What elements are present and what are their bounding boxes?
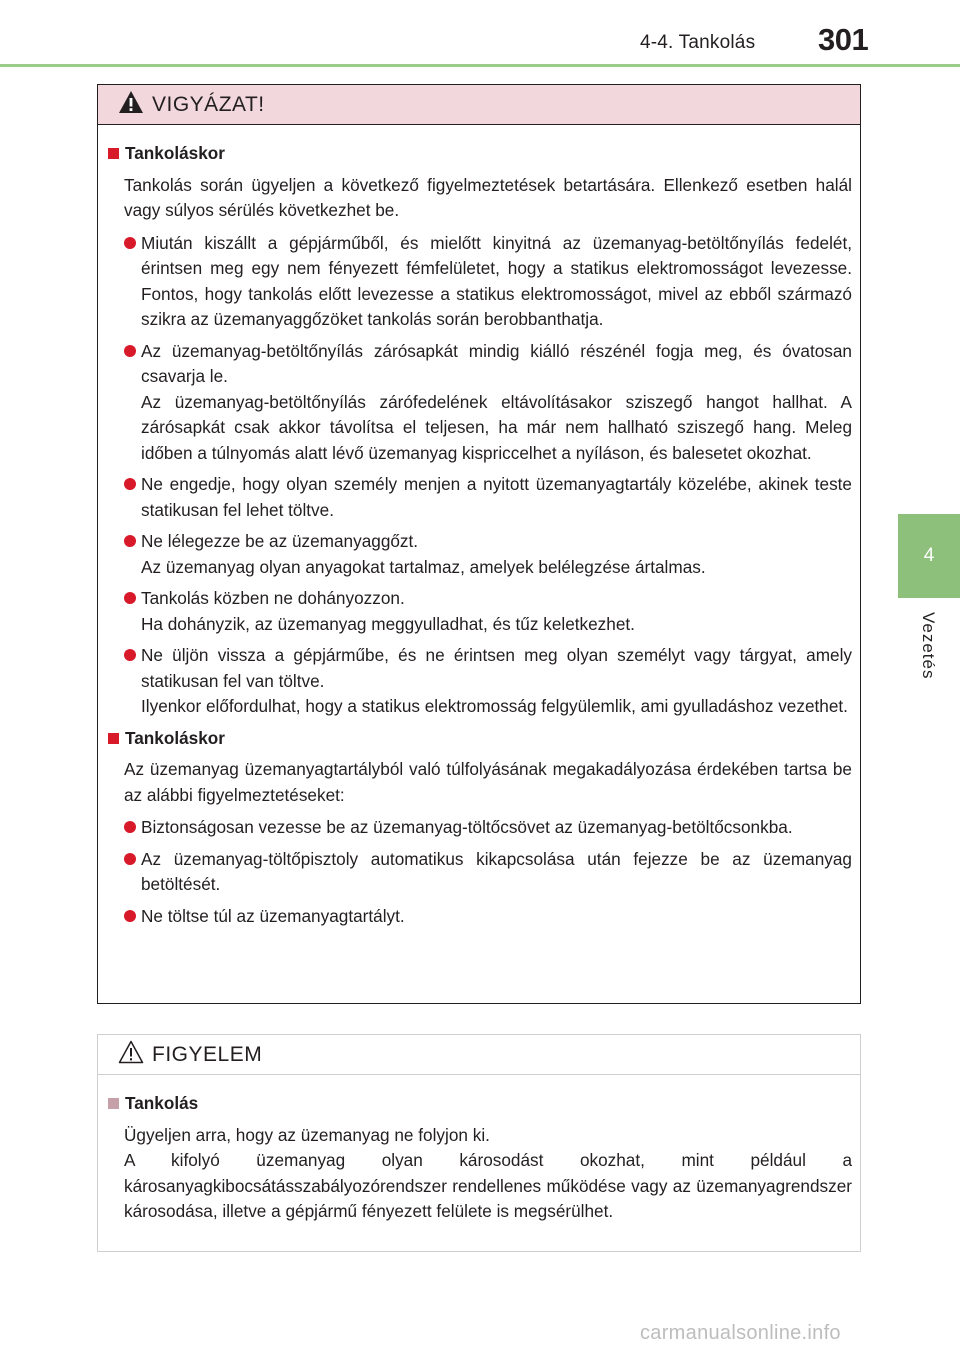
watermark: carmanualsonline.info xyxy=(640,1322,841,1344)
bullet-item xyxy=(108,643,852,720)
red-dot-bullet-icon xyxy=(124,237,136,249)
bullet-item xyxy=(108,847,852,898)
section-heading-text: Tankoláskor xyxy=(125,143,225,163)
bullet-item xyxy=(108,815,852,841)
red-dot-bullet-icon xyxy=(124,345,136,357)
red-dot-bullet-icon xyxy=(124,478,136,490)
warning-triangle-icon xyxy=(118,90,144,119)
bullet-text: Ne lélegezze be az üzemanyaggőzt. xyxy=(141,531,419,551)
red-dot-bullet-icon xyxy=(124,853,136,865)
red-dot-bullet-icon xyxy=(124,535,136,547)
warning-section-2 xyxy=(108,726,852,930)
bullet-text: Biztonságosan vezesse be az üzemanyag-töltőcsövet az üzemanyag-betöltőcsonkba. xyxy=(141,817,793,837)
red-square-bullet-icon xyxy=(108,148,119,159)
section-intro xyxy=(108,173,852,224)
bullet-text: Tankolás közben ne dohányozzon. xyxy=(141,588,405,608)
paragraph-text: Ügyeljen arra, hogy az üzemanyag ne folyjon ki. xyxy=(124,1124,490,1145)
bullet-text: Ha dohányzik, az üzemanyag meggyulladhat, és tűz keletkezhet. xyxy=(141,613,635,634)
chapter-number: 4 xyxy=(923,545,935,566)
header-divider xyxy=(0,64,960,67)
notice-box xyxy=(97,1034,861,1252)
bullet-text: Miután kiszállt a gépjárműből, és mielőtt kinyitná az üzemanyag-betöltőnyílás fedelét, érintsen meg egy nem fényezett fémfelületet, hogy a statikus elektromosságot levezesse. Fontos, hogy tankolás előtt levezesse a statikus elektromosságot, mivel az ebből származó szikra az üzemanyaggőzöket tankolás során berobbanthatja. xyxy=(141,232,852,329)
red-dot-bullet-icon xyxy=(124,821,136,833)
red-dot-bullet-icon xyxy=(124,910,136,922)
bullet-item xyxy=(108,586,852,637)
page-number: 301 xyxy=(818,22,869,57)
chapter-label: Vezetés xyxy=(919,612,938,680)
notice-title: FIGYELEM xyxy=(152,1042,263,1066)
section-heading xyxy=(108,1091,852,1117)
caution-triangle-icon xyxy=(118,1040,144,1069)
warning-body xyxy=(98,125,860,929)
bullet-item xyxy=(108,529,852,580)
chapter-tab[interactable] xyxy=(898,514,960,598)
section-heading-text: Tankoláskor xyxy=(125,727,225,748)
notice-paragraphs xyxy=(108,1123,852,1225)
bullet-text: Ne töltse túl az üzemanyagtartályt. xyxy=(141,905,405,926)
section-intro xyxy=(108,757,852,808)
section-heading-text: Tankolás xyxy=(125,1093,199,1113)
red-square-bullet-icon xyxy=(108,733,119,744)
bullet-item xyxy=(108,904,852,930)
bullet-text: Az üzemanyag olyan anyagokat tartalmaz, amelyek belélegzése ártalmas. xyxy=(141,556,706,577)
notice-body xyxy=(98,1075,860,1225)
bullet-text: Az üzemanyag-töltőpisztoly automatikus kikapcsolása után fejezze be az üzemanyag betöltését. xyxy=(141,848,852,894)
bullet-text: Ne üljön vissza a gépjárműbe, és ne érintsen meg olyan személyt vagy tárgyat, amely statikusan fel van töltve. xyxy=(141,645,852,691)
bullet-text: Az üzemanyag-betöltőnyílás zárófedelének eltávolításakor sziszegő hangot hallhat. A zárósapkát csak akkor távolítsa el teljesen, ha már nem hallható sziszegő hang. Meleg időben a túlnyomás alatt lévő üzemanyag kispriccelhet a nyíláson, és balesetet okozhat. xyxy=(141,391,852,463)
notice-box-header xyxy=(98,1035,860,1075)
intro-text: Az üzemanyag üzemanyagtartályból való túlfolyásának megakadályozása érdekében tartsa be az alábbi figyelmeztetéseket: xyxy=(124,759,852,805)
bullet-text: Ilyenkor előfordulhat, hogy a statikus elektromosság felgyülemlik, ami gyulladáshoz vezethet. xyxy=(141,696,848,716)
warning-box-header xyxy=(98,85,860,125)
bullet-item xyxy=(108,339,852,467)
warning-box xyxy=(97,84,861,1004)
pink-square-bullet-icon xyxy=(108,1098,119,1109)
intro-text: Tankolás során ügyeljen a következő figyelmeztetések betartására. Ellenkező esetben halál vagy súlyos sérülés következhet be. xyxy=(124,174,852,220)
section-heading xyxy=(108,726,852,752)
red-dot-bullet-icon xyxy=(124,649,136,661)
bullet-item xyxy=(108,231,852,333)
bullet-text: Ne engedje, hogy olyan személy menjen a nyitott üzemanyagtartály közelébe, akinek teste statikusan fel lehet töltve. xyxy=(141,474,852,520)
red-dot-bullet-icon xyxy=(124,592,136,604)
header-section-title: 4-4. Tankolás xyxy=(640,32,756,53)
bullet-item xyxy=(108,472,852,523)
section-heading xyxy=(108,141,852,167)
paragraph-text: A kifolyó üzemanyag olyan károsodást okozhat, mint például a károsanyagkibocsátásszabályozórendszer rendellenes működése vagy az üzemanyagrendszer károsodása, illetve a gépjármű fényezett felülete is megsérülhet. xyxy=(124,1150,852,1221)
warning-section-1 xyxy=(108,141,852,720)
warning-title: VIGYÁZAT! xyxy=(152,92,265,116)
bullet-text: Az üzemanyag-betöltőnyílás zárósapkát mindig kiálló részénél fogja meg, és óvatosan csavarja le. xyxy=(141,340,852,386)
